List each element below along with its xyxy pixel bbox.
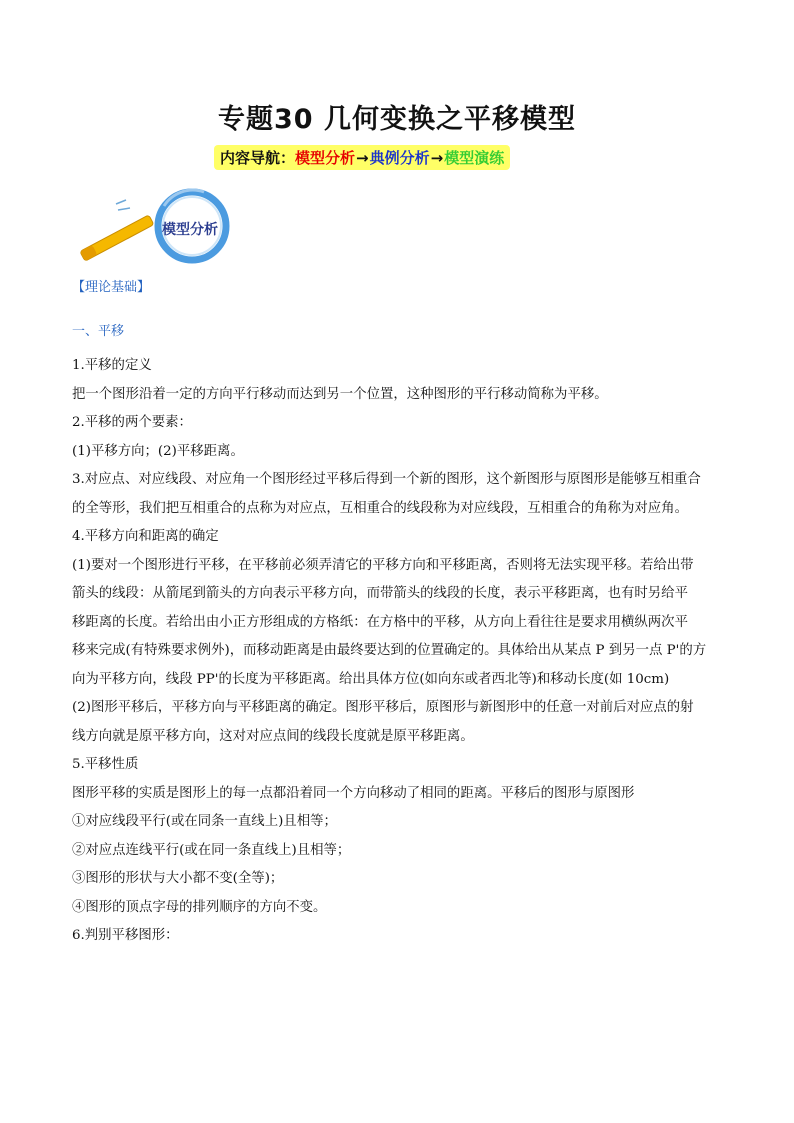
text-line: 箭头的线段：从箭尾到箭头的方向表示平移方向，而带箭头的线段的长度，表示平移距离，也有时另给平 [72,586,688,601]
nav-arrow-1: → [356,148,369,167]
nav-item-example-analysis[interactable]: 典例分析 [369,149,430,167]
text-line: (1)平移方向；(2)平移距离。 [72,443,244,459]
text-line: 6.判别平移图形： [72,928,179,943]
text-line: 图形平移的实质是图形上的每一点都沿着同一个方向移动了相同的距离。平移后的图形与原图形 [72,785,635,801]
text-line: ④图形的顶点字母的排列顺序的方向不变。 [72,899,327,915]
nav-item-model-analysis[interactable]: 模型分析 [295,149,356,167]
text-line: 3.对应点、对应线段、对应角一个图形经过平移后得到一个新的图形，这个新图形与原图形是能够互相重合 [72,472,701,487]
sub-heading: 一、平移 [72,324,125,339]
nav-item-model-practice[interactable]: 模型演练 [444,149,505,167]
body-text [72,352,732,951]
text-line: 1.平移的定义 [72,358,152,373]
text-line: 2.平移的两个要素： [72,415,192,430]
nav-prefix: 内容导航： [220,149,296,167]
text-line: 线方向就是原平移方向，这对对应点间的线段长度就是原平移距离。 [72,728,474,744]
badge-label: 模型分析 [162,222,218,238]
section-label: 【理论基础】 [72,280,151,295]
text-line: 5.平移性质 [72,757,139,772]
content-navigation [214,145,510,170]
nav-arrow-2: → [430,148,444,167]
text-line: ②对应点连线平行(或在同一条直线上)且相等； [72,842,351,858]
text-line: 的全等形，我们把互相重合的点称为对应点，互相重合的线段称为对应线段，互相重合的角称为对应角。 [72,500,688,516]
text-line: 把一个图形沿着一定的方向平行移动而达到另一个位置，这种图形的平行移动简称为平移。 [72,386,608,402]
text-line: 移来完成(有特殊要求例外)，而移动距离是由最终要达到的位置确定的。具体给出从某点 P 到另一点 P'的方 [72,643,707,658]
text-line: 移距离的长度。若给出由小正方形组成的方格纸：在方格中的平移，从方向上看往往是要求用横纵两次平 [72,614,688,630]
text-line: ③图形的形状与大小都不变(全等)； [72,871,284,886]
text-line: ①对应线段平行(或在同条一直线上)且相等； [72,814,337,829]
text-line: (1)要对一个图形进行平移，在平移前必须弄清它的平移方向和平移距离，否则将无法实现平移。若给出带 [72,557,694,573]
text-line: 向为平移方向，线段 PP'的长度为平移距离。给出具体方位(如向东或者西北等)和移动长度(如 10cm) [72,671,670,687]
text-line: 4.平移方向和距离的确定 [72,529,219,544]
text-line: (2)图形平移后，平移方向与平移距离的确定。图形平移后，原图形与新图形中的任意一对前后对应点的射 [72,700,694,715]
page-title: 专题30 几何变换之平移模型 [218,104,576,135]
